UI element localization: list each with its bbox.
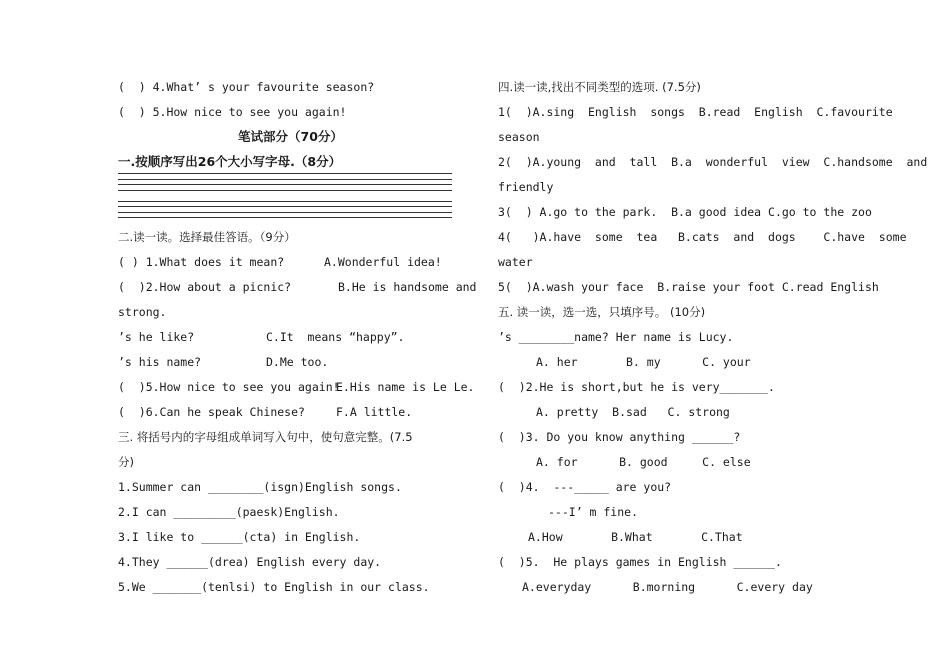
section-4-question-2: 2( )A.young and tall B.a wonderful view C.handsome and (498, 155, 928, 169)
section-5-question-1: ’s ________name? Her name is Lucy. (498, 330, 734, 344)
listening-question-5: ( ) 5.How nice to see you again! (118, 105, 347, 119)
section-3-title: 三. 将括号内的字母组成单词写入句中，使句意完整。(7.5 (118, 430, 413, 444)
section-3-question-4: 4.They ______(drea) English every day. (118, 555, 382, 569)
section-3-title-continued: 分) (118, 455, 134, 469)
handwriting-lines (118, 173, 452, 223)
section-5-question-3: ( )3. Do you know anything ______? (498, 430, 741, 444)
section-3-question-3: 3.I like to ______(cta) in English. (118, 530, 361, 544)
section-4-question-1-continued: season (498, 130, 540, 144)
section-2-option-e: E.His name is Le Le. (336, 380, 475, 394)
section-2-option-a: A.Wonderful idea! (324, 255, 442, 269)
section-4-question-5: 5( )A.wash your face B.raise your foot C.read English (498, 280, 879, 294)
section-2-question-1: ( ) 1.What does it mean? (118, 255, 285, 269)
section-2-option-d: D.Me too. (266, 355, 329, 369)
section-5-question-2-options: A. pretty B.sad C. strong (536, 405, 730, 419)
section-2-question-5: ( )5.How nice to see you again! (118, 380, 340, 394)
section-4-question-2-continued: friendly (498, 180, 554, 194)
section-5-question-4-options: A.How B.What C.That (528, 530, 743, 544)
section-5-question-2: ( )2.He is short,but he is very_______. (498, 380, 775, 394)
section-2-option-c: C.It means “happy”. (266, 330, 405, 344)
section-1-title: 一.按顺序写出26个大小写字母.（8分） (118, 154, 342, 169)
section-2-title: 二.读一读。选择最佳答语。（9分） (118, 230, 296, 244)
section-5-question-5: ( )5. He plays games in English ______. (498, 555, 782, 569)
section-2-question-4: ’s his name? (118, 355, 202, 369)
listening-question-4: ( ) 4.What’ s your favourite season? (118, 80, 375, 94)
section-2-option-b: B.He is handsome and (338, 280, 477, 294)
section-5-question-1-options: A. her B. my C. your (536, 355, 751, 369)
section-5-question-4-reply: ---I’ m fine. (548, 505, 639, 519)
written-section-title: 笔试部分（70分） (238, 129, 343, 144)
section-5-question-5-options: A.everyday B.morning C.every day (522, 580, 813, 594)
section-2-option-b-continued: strong. (118, 305, 167, 319)
section-4-question-4-continued: water (498, 255, 533, 269)
section-4-question-1: 1( )A.sing English songs B.read English C.favourite (498, 105, 893, 119)
section-4-question-4: 4( )A.have some tea B.cats and dogs C.have some (498, 230, 907, 244)
section-2-question-2: ( )2.How about a picnic? (118, 280, 292, 294)
section-3-question-2: 2.I can _________(paesk)English. (118, 505, 340, 519)
section-2-option-f: F.A little. (336, 405, 413, 419)
section-2-question-3: ’s he like? (118, 330, 195, 344)
section-4-title: 四.读一读,找出不同类型的选项. (7.5分) (498, 80, 701, 94)
section-5-question-4: ( )4. ---_____ are you? (498, 480, 672, 494)
section-5-title: 五. 读一读，选一选，只填序号。 (10分) (498, 305, 706, 319)
section-5-question-3-options: A. for B. good C. else (536, 455, 751, 469)
section-2-question-6: ( )6.Can he speak Chinese? (118, 405, 305, 419)
section-4-question-3: 3( ) A.go to the park. B.a good idea C.go to the zoo (498, 205, 872, 219)
section-3-question-5: 5.We _______(tenlsi) to English in our class. (118, 580, 430, 594)
section-3-question-1: 1.Summer can ________(isgn)English songs. (118, 480, 402, 494)
